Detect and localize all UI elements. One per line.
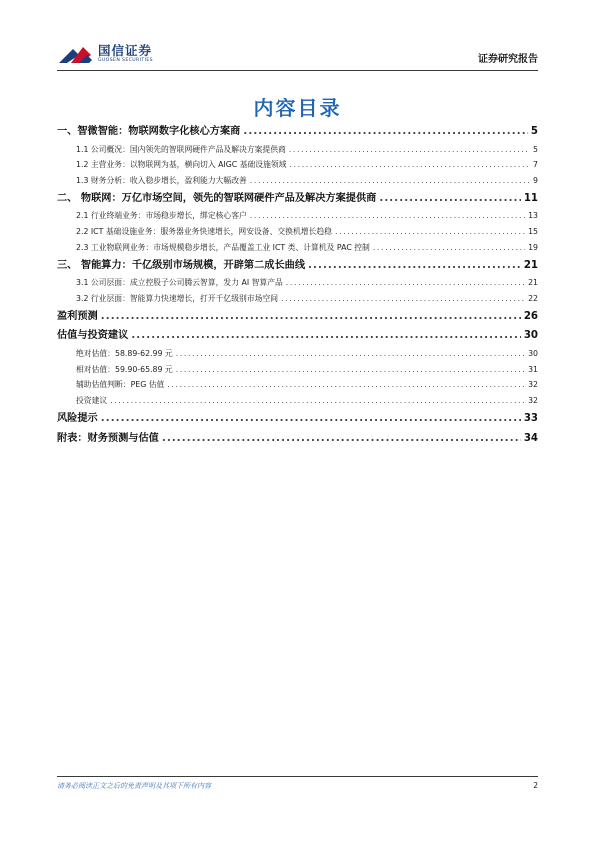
toc-dot-leader xyxy=(308,256,521,276)
page-number: 2 xyxy=(533,781,538,790)
toc-entry-page: 19 xyxy=(528,242,538,252)
toc-dot-leader xyxy=(110,393,525,409)
toc-entry-page: 9 xyxy=(533,176,538,186)
toc-entry-label: 2.2 ICT 基础设施业务：服务器业务快速增长，网安设备、交换机增长趋稳 xyxy=(76,227,332,237)
toc-entry-label: 3.2 行业层面：智能算力快速增长，打开千亿级别市场空间 xyxy=(76,294,279,304)
toc-section-entry[interactable] xyxy=(57,307,538,327)
toc-subsection-entry[interactable] xyxy=(57,157,538,173)
toc-entry-page: 5 xyxy=(530,126,538,137)
toc-entry-page: 21 xyxy=(528,278,538,288)
logo-chinese-name: 国信证券 xyxy=(98,43,153,58)
toc-entry-label: 投资建议 xyxy=(76,396,108,406)
table-of-contents xyxy=(57,122,538,448)
toc-subsection-entry[interactable] xyxy=(57,173,538,189)
toc-dot-leader xyxy=(286,275,525,291)
toc-entry-page: 21 xyxy=(523,259,538,271)
toc-section-entry[interactable] xyxy=(57,256,538,276)
toc-entry-label: 三、 智能算力：千亿级别市场规模，开辟第二成长曲线 xyxy=(57,259,306,271)
toc-entry-label: 一、智微智能：物联网数字化核心方案商 xyxy=(57,126,241,137)
toc-subsection-entry[interactable] xyxy=(57,362,538,378)
toc-dot-leader xyxy=(250,173,530,189)
toc-entry-page: 32 xyxy=(528,396,538,406)
toc-entry-page: 11 xyxy=(523,192,538,204)
guosen-logo-icon xyxy=(57,43,93,65)
toc-subsection-entry[interactable] xyxy=(57,393,538,409)
toc-dot-leader xyxy=(162,429,521,449)
toc-dot-leader xyxy=(176,362,525,378)
toc-entry-label: 绝对估值：58.89-62.99 元 xyxy=(76,348,173,358)
toc-entry-page: 22 xyxy=(528,294,538,304)
toc-entry-page: 7 xyxy=(533,160,538,170)
toc-entry-label: 附表：财务预测与估值 xyxy=(57,432,159,444)
toc-subsection-entry[interactable] xyxy=(57,377,538,393)
toc-entry-page: 34 xyxy=(523,432,538,444)
toc-dot-leader xyxy=(289,157,530,173)
toc-entry-label: 二、 物联网：万亿市场空间，领先的智联网硬件产品及解决方案提供商 xyxy=(57,192,377,204)
toc-entry-page: 33 xyxy=(523,413,538,425)
toc-subsection-entry[interactable] xyxy=(57,291,538,307)
toc-section-entry[interactable] xyxy=(57,409,538,429)
toc-dot-leader xyxy=(281,291,525,307)
toc-entry-label: 盈利预测 xyxy=(57,310,98,322)
footer-divider xyxy=(57,776,538,777)
toc-subsection-entry[interactable] xyxy=(57,275,538,291)
toc-entry-page: 5 xyxy=(533,144,538,154)
toc-entry-page: 15 xyxy=(528,227,538,237)
toc-dot-leader xyxy=(167,377,525,393)
toc-entry-label: 相对估值：59.90-65.89 元 xyxy=(76,364,173,374)
toc-subsection-entry[interactable] xyxy=(57,142,538,158)
header-divider xyxy=(57,70,538,71)
toc-entry-label: 3.1 公司层面：成立控股子公司腾云智算，发力 AI 智算产品 xyxy=(76,278,283,288)
toc-entry-page: 13 xyxy=(528,211,538,221)
toc-dot-leader xyxy=(373,240,525,256)
disclaimer-text: 请务必阅读正文之后的免责声明及其项下所有内容 xyxy=(57,782,211,790)
toc-dot-leader xyxy=(131,326,521,346)
toc-section-entry[interactable] xyxy=(57,326,538,346)
page-header xyxy=(57,40,538,68)
toc-subsection-entry[interactable] xyxy=(57,208,538,224)
toc-dot-leader xyxy=(101,307,521,327)
toc-entry-label: 1.1 公司概况：国内领先的智联网硬件产品及解决方案提供商 xyxy=(76,144,286,154)
toc-section-entry[interactable] xyxy=(57,189,538,209)
toc-title: 内容目录 xyxy=(253,96,342,120)
toc-dot-leader xyxy=(335,224,525,240)
toc-entry-label: 风险提示 xyxy=(57,413,98,425)
report-type-label: 证券研究报告 xyxy=(478,54,538,65)
toc-entry-label: 2.3 工业物联网业务：市场规模稳步增长，产品覆盖工业 ICT 类、计算机及 PAC 控制 xyxy=(76,242,370,252)
toc-entry-label: 1.3 财务分析：收入稳步增长，盈利能力大幅改善 xyxy=(76,176,247,186)
toc-dot-leader xyxy=(243,122,528,142)
toc-entry-page: 26 xyxy=(523,310,538,322)
toc-entry-page: 31 xyxy=(528,364,538,374)
toc-dot-leader xyxy=(101,409,521,429)
toc-entry-page: 32 xyxy=(528,380,538,390)
toc-dot-leader xyxy=(176,346,525,362)
toc-dot-leader xyxy=(250,208,525,224)
toc-dot-leader xyxy=(289,142,530,158)
toc-subsection-entry[interactable] xyxy=(57,224,538,240)
toc-entry-page: 30 xyxy=(528,348,538,358)
toc-entry-label: 估值与投资建议 xyxy=(57,330,129,342)
toc-entry-page: 30 xyxy=(523,330,538,342)
guosen-logo xyxy=(57,40,153,68)
toc-section-entry[interactable] xyxy=(57,429,538,449)
toc-dot-leader xyxy=(379,189,520,209)
toc-subsection-entry[interactable] xyxy=(57,240,538,256)
toc-subsection-entry[interactable] xyxy=(57,346,538,362)
toc-entry-label: 辅助估值判断：PEG 估值 xyxy=(76,380,165,390)
toc-section-entry[interactable] xyxy=(57,122,538,142)
toc-entry-label: 1.2 主营业务：以物联网为基，横向切入 AIGC 基础设施领域 xyxy=(76,160,287,170)
logo-english-name: GUOSEN SECURITIES xyxy=(98,58,153,63)
toc-entry-label: 2.1 行业终端业务：市场稳步增长，绑定核心客户 xyxy=(76,211,247,221)
